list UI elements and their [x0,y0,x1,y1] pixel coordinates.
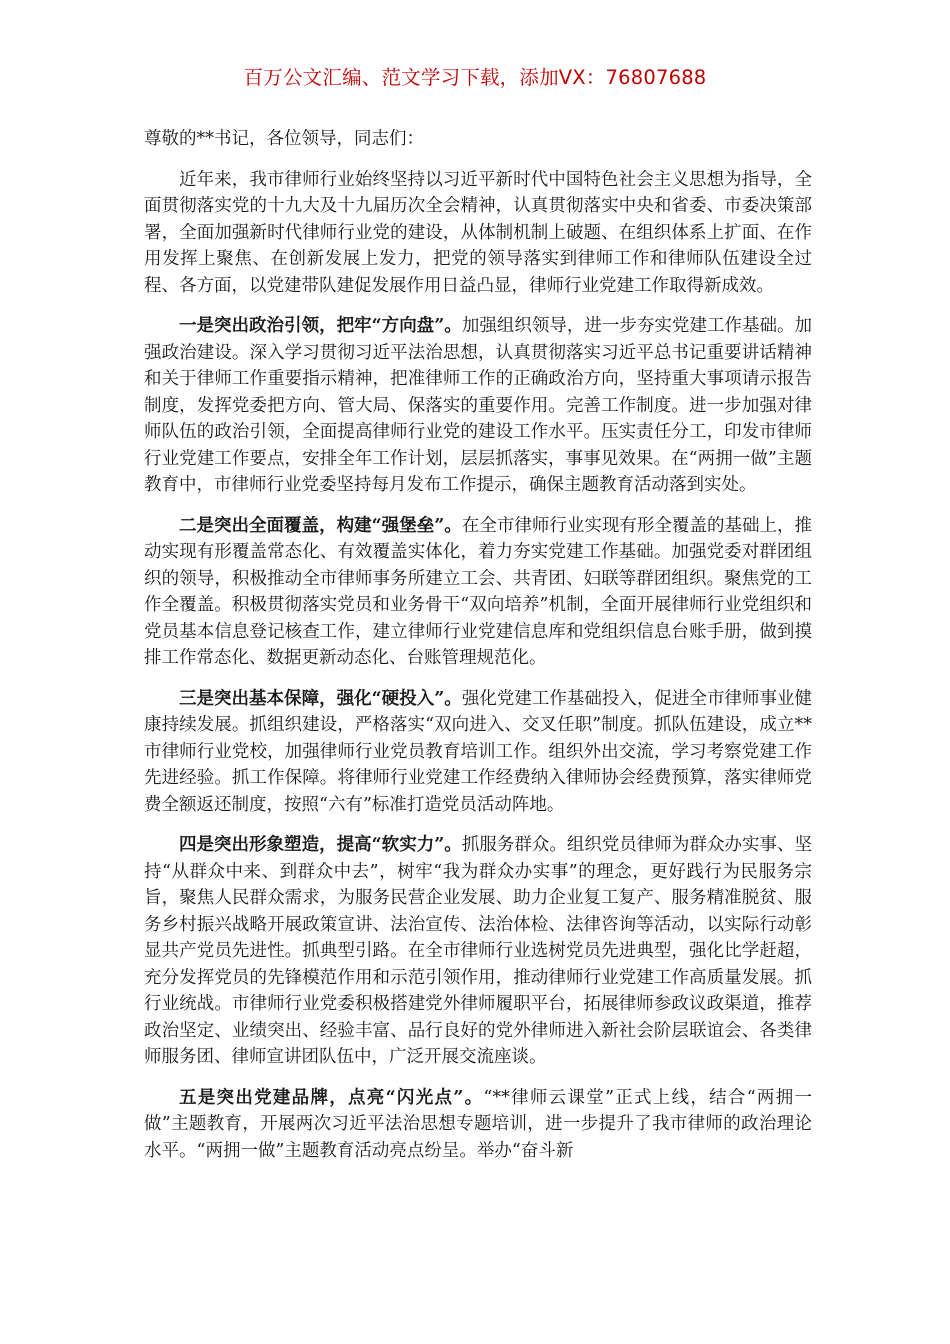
section-heading-1: 一是突出政治引领，把牢“方向盘”。 [179,316,462,336]
section-paragraph-5 [144,1085,812,1165]
section-body-2: 在全市律师行业实现有形全覆盖的基础上，推动实现有形覆盖常态化、有效覆盖实体化，着力夯实党建工作基础。加强党委对群团组织的领导，积极推动全市律师事务所建立工会、共青团、妇联等群团组织。聚焦党的工作全覆盖。积极贯彻落实党员和业务骨干“双向培养”机制，全面开展律师行业党组织和党员基本信息登记核查工作，建立律师行业党建信息库和党组织信息台账手册，做到摸排工作常态化、数据更新动态化、台账管理规范化。 [144,515,813,668]
intro-paragraph: 近年来，我市律师行业始终坚持以习近平新时代中国特色社会主义思想为指导，全面贯彻落实党的十九大及十九届历次全会精神，认真贯彻落实中央和省委、市委决策部署，全面加强新时代律师行业党的建设，从体制机制上破题、在组织体系上扩面、在作用发挥上聚焦、在创新发展上发力，把党的领导落实到律师工作和律师队伍建设全过程、各方面，以党建带队建促发展作用日益凸显，律师行业党建工作取得新成效。 [144,169,812,296]
section-paragraph-1 [144,313,812,499]
section-heading-4: 四是突出形象塑造，提高“软实力”。 [179,835,462,855]
section-paragraph-4 [144,832,812,1071]
section-heading-2: 二是突出全面覆盖，构建“强堡垒”。 [179,515,462,536]
section-body-5: “**律师云课堂”正式上线，结合“两拥一做”主题教育，开展两次习近平法治思想专题培训，进一步提升了我市律师的政治理论水平。“两拥一做”主题教育活动亮点纷呈。举办“奋斗新 [144,1087,812,1161]
section-body-4: 抓服务群众。组织党员律师为群众办实事、坚持“从群众中来、到群众中去”，树牢“我为群众办实事”的理念，更好践行为民服务宗旨，聚焦人民群众需求，为服务民营企业发展、助力企业复工复产、服务精准脱贫、服务乡村振兴战略开展政策宣讲、法治宣传、法治体检、法律咨询等活动，以实际行动彰显共产党员先进性。抓典型引路。在全市律师行业选树党员先进典型，强化比学赶超，充分发挥党员的先锋模范作用和示范引领作用，推动律师行业党建工作高质量发展。抓行业统战。市律师行业党委积极搭建党外律师履职平台，拓展律师参政议政渠道，推荐政治坚定、业绩突出、经验丰富、品行良好的党外律师进入新社会阶层联谊会、各类律师服务团、律师宣讲团队伍中，广泛开展交流座谈。 [144,835,813,1067]
section-paragraph-3 [144,686,812,819]
watermark-banner: 百万公文汇编、范文学习下载，添加VX：76807688 [243,66,707,89]
section-body-1: 加强组织领导，进一步夯实党建工作基础。加强政治建设。深入学习贯彻习近平法治思想，认真贯彻落实习近平总书记重要讲话精神和关于律师工作重要指示精神，把准律师工作的正确政治方向，坚持重大事项请示报告制度，发挥党委把方向、管大局、保落实的重要作用。完善工作制度。进一步加强对律师队伍的政治引领，全面提高律师行业党的建设工作水平。压实责任分工，印发市律师行业党建工作要点，安排全年工作计划，层层抓落实，事事见效果。在“两拥一做”主题教育中，市律师行业党委坚持每月发布工作提示，确保主题教育活动落到实处。 [144,316,813,495]
section-heading-5: 五是突出党建品牌，点亮“闪光点”。 [179,1087,484,1108]
salutation: 尊敬的**书记，各位领导，同志们： [144,129,424,149]
document-body [144,126,812,1178]
section-heading-3: 三是突出基本保障，强化“硬投入”。 [179,688,462,709]
section-body-3: 强化党建工作基础投入，促进全市律师事业健康持续发展。抓组织建设，严格落实“双向进入、交叉任职”制度。抓队伍建设，成立**市律师行业党校，加强律师行业党员教育培训工作。组织外出交流，学习考察党建工作先进经验。抓工作保障。将律师行业党建工作经费纳入律师协会经费预算，落实律师党费全额返还制度，按照“六有”标准打造党员活动阵地。 [144,688,813,815]
section-paragraph-2 [144,513,812,672]
